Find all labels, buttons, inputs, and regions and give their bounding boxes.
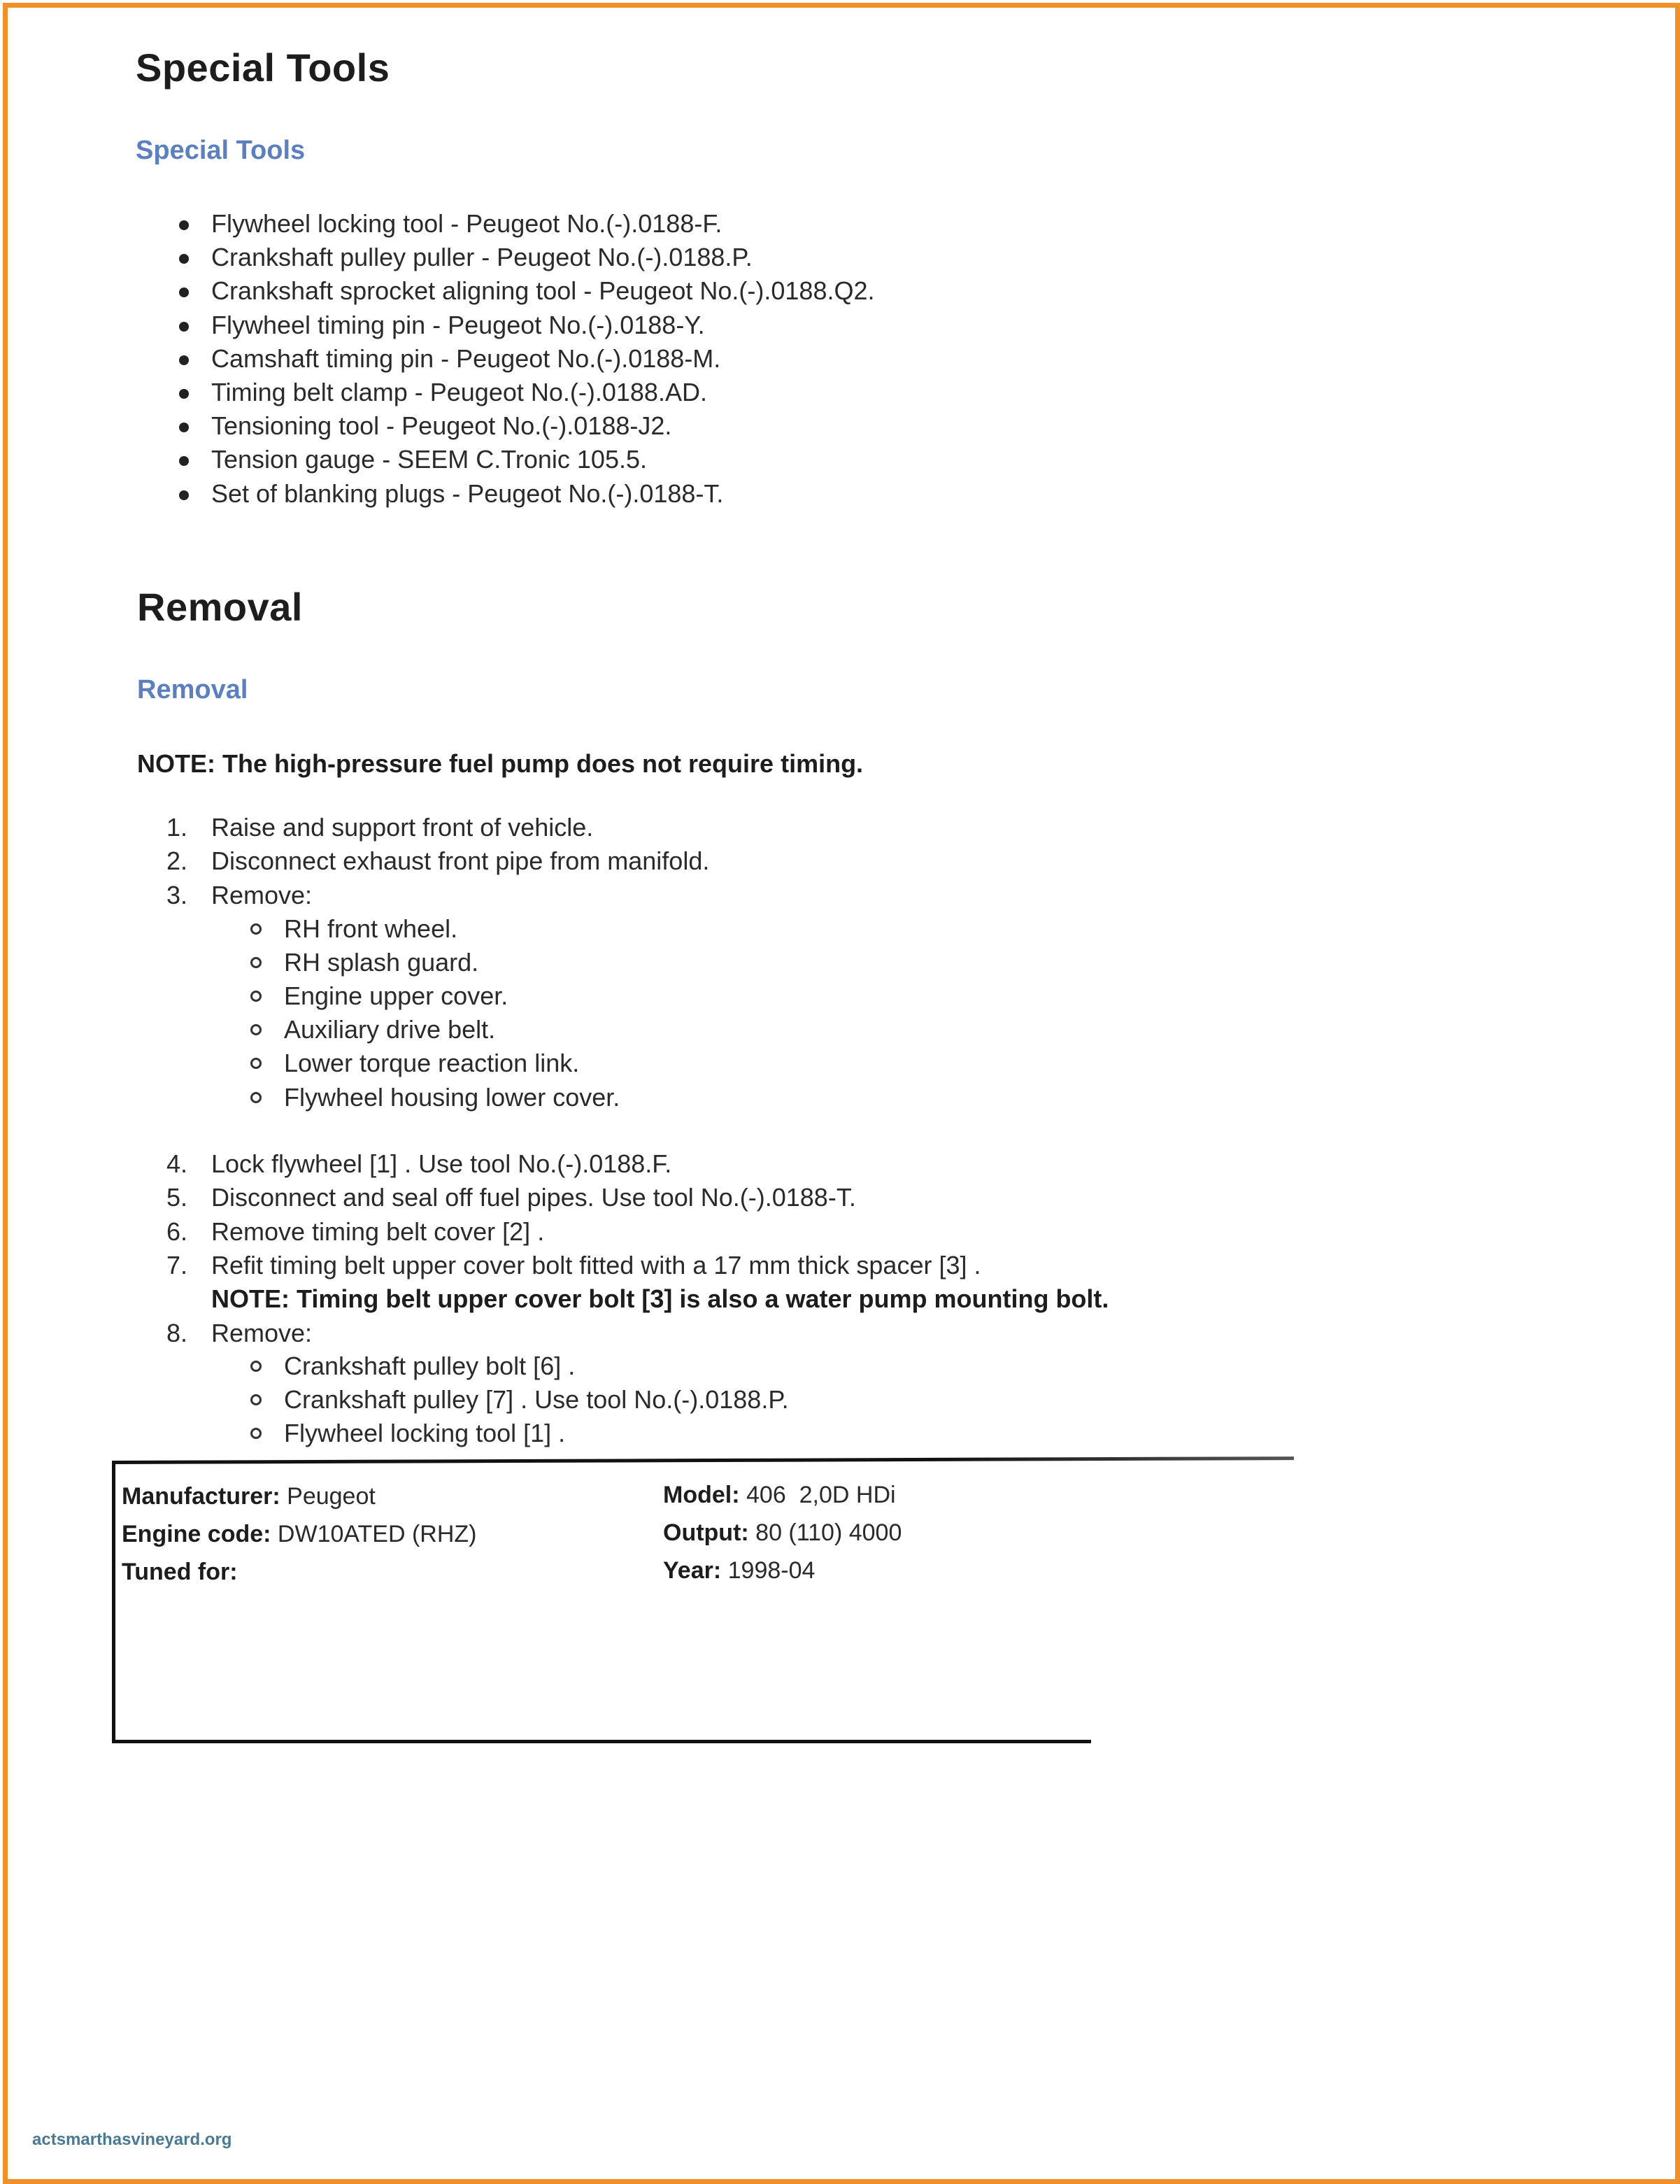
special-tools-list	[173, 207, 875, 511]
removal-note: NOTE: The high-pressure fuel pump does not require timing.	[137, 749, 864, 778]
circle-bullet-icon	[250, 1092, 262, 1103]
special-tools-subheading: Special Tools	[136, 136, 306, 165]
circle-bullet-icon	[250, 1024, 262, 1035]
bullet-icon	[179, 389, 189, 399]
step-7-note: NOTE: Timing belt upper cover bolt [3] is also a water pump mounting bolt.	[211, 1284, 1109, 1313]
circle-bullet-icon	[250, 1428, 262, 1439]
bullet-icon	[179, 456, 189, 466]
list-item: Timing belt clamp - Peugeot No.(-).0188.AD.	[173, 376, 875, 409]
list-item: Crankshaft pulley puller - Peugeot No.(-).0188.P.	[173, 241, 875, 274]
bullet-icon	[179, 288, 189, 297]
model-field: Model: 406 2,0D HDi	[663, 1482, 896, 1508]
circle-bullet-icon	[250, 1058, 262, 1069]
list-item: Set of blanking plugs - Peugeot No.(-).0188-T.	[173, 477, 875, 511]
circle-bullet-icon	[250, 991, 262, 1002]
circle-bullet-icon	[250, 923, 262, 935]
bullet-icon	[179, 490, 189, 500]
circle-bullet-icon	[250, 957, 262, 968]
list-item: Tension gauge - SEEM C.Tronic 105.5.	[173, 443, 875, 476]
tuned-for-field: Tuned for:	[122, 1559, 238, 1585]
year-field: Year: 1998-04	[663, 1557, 816, 1584]
removal-heading: Removal	[137, 585, 303, 629]
list-item: Flywheel locking tool - Peugeot No.(-).0188-F.	[173, 207, 875, 241]
bullet-icon	[179, 254, 189, 264]
bullet-icon	[179, 322, 189, 332]
list-item: Camshaft timing pin - Peugeot No.(-).0188-M.	[173, 342, 875, 376]
removal-subheading: Removal	[137, 675, 248, 704]
watermark: actsmarthasvineyard.org	[32, 2130, 232, 2149]
special-tools-heading: Special Tools	[136, 45, 390, 90]
bullet-icon	[179, 355, 189, 365]
list-item: Flywheel timing pin - Peugeot No.(-).0188-Y.	[173, 309, 875, 342]
circle-bullet-icon	[250, 1361, 262, 1372]
list-item: Crankshaft sprocket aligning tool - Peugeot No.(-).0188.Q2.	[173, 274, 875, 308]
circle-bullet-icon	[250, 1394, 262, 1405]
bullet-icon	[179, 220, 189, 230]
document-page: Special Tools Special Tools Flywheel locking tool - Peugeot No.(-).0188-F. Crankshaft pulley puller - Peugeot No.(-).0188.P. Crankshaft sprocket aligning tool - Peugeot No.(-).0188.Q2. Flywheel timing pin - Peugeot No.(-).0188-Y. Camshaft timing pin - Peugeot No.(-).0188-M. Timing belt clamp - Peugeot No.(-).0188.AD. Tensioning tool - Peugeot No.(-).0188-J2. Tension gauge - SEEM C.Tronic 105.5. Set of blanking plugs - Peugeot No.(-).0188-T. Removal Removal NOTE: The high-pressure fuel pump does not require timing. 1. Raise and support front of vehicle. 2. Disconnect exhaust front pipe from manifold. 3. Remove: RH front wheel. RH splash guard. Engine upper cover. Auxiliary drive belt. Lower torque reaction link. Flywheel housing lower cover. 4. Lock flywheel [1] . Use tool No.(-).0188.F. 5. Disconnect and seal off fuel pipes. Use tool No.(-).0188-T. 6. Remove timing belt cover [2] . 7. Refit timing belt upper cover bolt fitted with a 17 mm thick spacer [3] . NOTE: Timing belt upper cover bolt [3] is also a water pump mounting bolt. 8. Remove: Crankshaft pulley bolt [6] . Crankshaft pulley [7] . Use tool No.(-).0188.P. Flywheel locking tool [1] . Manufacturer: Peugeot Engine code: DW10ATED (RHZ) Tuned for: Model: 406 2,0D HDi Output: 80 (110) 4000 Year: 1998-04 actsmarthasvineyard.org	[0, 0, 1680, 2184]
output-field: Output: 80 (110) 4000	[663, 1519, 902, 1546]
manufacturer-field: Manufacturer: Peugeot	[122, 1483, 376, 1510]
engine-code-field: Engine code: DW10ATED (RHZ)	[122, 1521, 477, 1547]
bullet-icon	[179, 423, 189, 432]
list-item: Tensioning tool - Peugeot No.(-).0188-J2.	[173, 409, 875, 443]
